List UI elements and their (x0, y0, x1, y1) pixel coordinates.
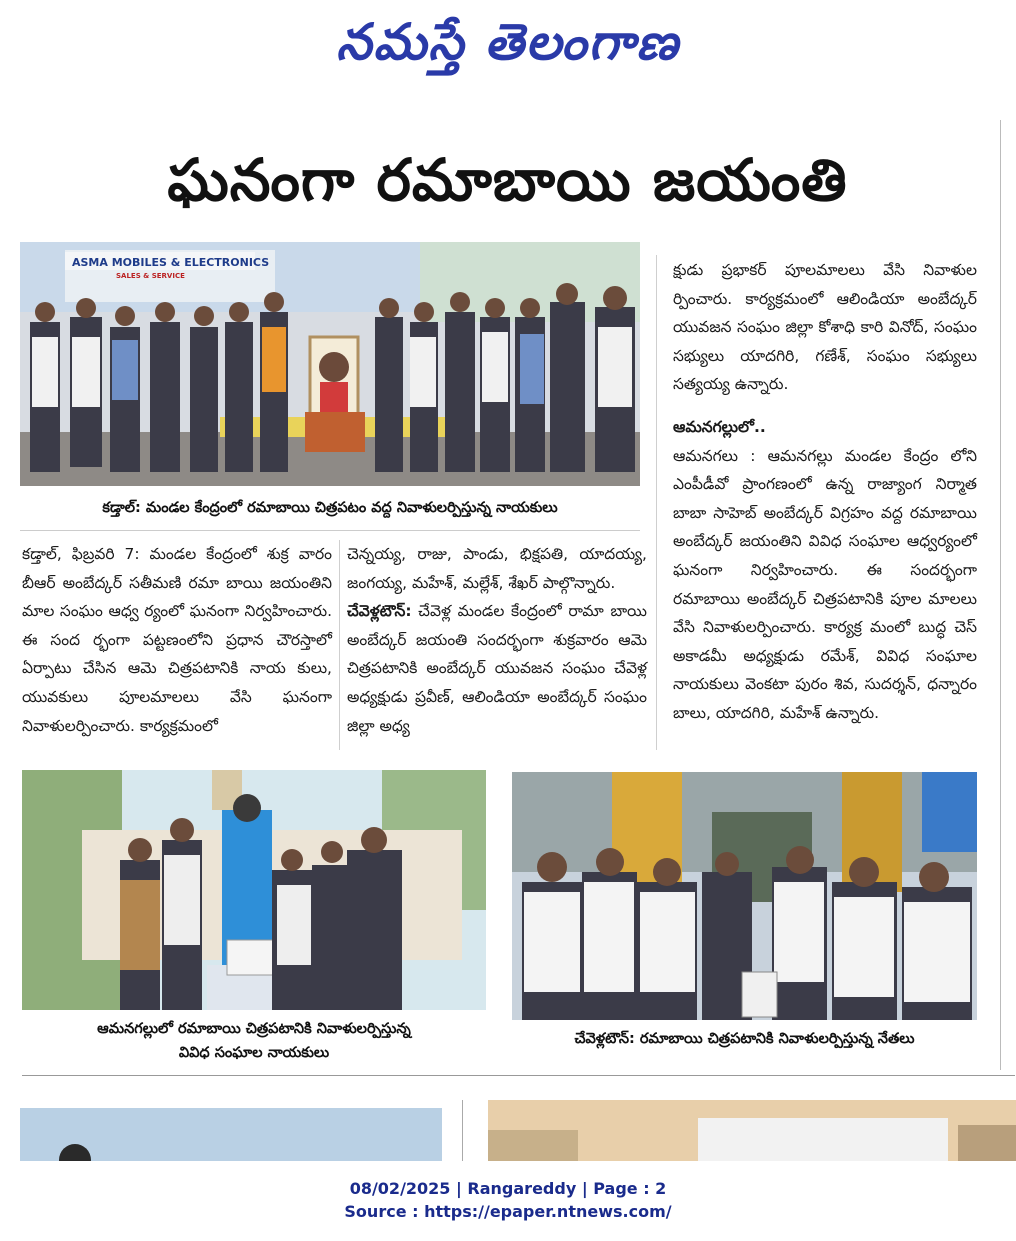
top-photo-caption: కడ్తాల్: మండల కేంద్రంలో రమాబాయి చిత్రపటం వద్ద నివాళులర్పిస్తున్న నాయకులు (102, 500, 558, 516)
bottom-left-photo (22, 770, 486, 1010)
bottom-left-caption-line-1: ఆమనగల్లులో రమాబాయి చిత్రపటానికి నివాళులర్పిస్తున్న (97, 1021, 411, 1037)
amanagallu-subheading: ఆమనగల్లులో.. (673, 417, 766, 436)
top-photo (20, 242, 640, 486)
next-article-photo-left (20, 1108, 442, 1161)
column-3-paragraph-1: క్షుడు ప్రభాకర్ పూలమాలలు వేసి నివాళుల ర్పించారు. కార్యక్రమంలో ఆలిండియా అంబేద్కర్ యువజన సంఘం జిల్లా కోశాధి కారి వినోద్, సంఘం సభ్యులు యాదగిరి, గణేశ్, సంఘం సభ్యులు సత్యయ్య ఉన్నారు. (673, 261, 977, 394)
shop-sign-text: ASMA MOBILES & ELECTRONICS (72, 256, 270, 269)
newspaper-masthead (0, 8, 1016, 76)
column-3-paragraph-2: ఆమనగలు : ఆమనగల్లు మండల కేంద్రం లోని ఎంపీడీవో ప్రాంగణంలో ఉన్న రాజ్యాంగ నిర్మాత బాబా సాహెబ్ అంబేద్కర్ విగ్రహం వద్ద రమాబాయి అంబేద్కర్ జయంతిని వివిధ సంఘాల ఆధ్వర్యంలో ఘనంగా నిర్వహించారు. ఈ సందర్భంగా రమాబాయి అంబేద్కర్ చిత్రపటానికి పూల మాలలు వేసి నివాళులర్పించారు. కార్యక్ర మంలో బుద్ధ చెస్ అకాడమీ అధ్యక్షుడు రమేశ్, వివిధ సంఘాల నాయకులు వెంకటా పురం శివ, సుదర్శన్, ధన్నారం బాలు, యాదగిరి, మహేశ్ ఉన్నారు. (673, 446, 977, 722)
chevella-dateline: చేవెళ్లటౌన్: (347, 602, 412, 621)
column-divider-1 (339, 540, 340, 750)
page-footer (0, 1177, 1016, 1223)
bottom-right-caption: చేవెళ్లటౌన్: రమాబాయి చిత్రపటానికి నివాళులర్పిస్తున్న నేతలు (574, 1031, 915, 1047)
section-rule (22, 1075, 1015, 1076)
next-article-photo-right (488, 1100, 1016, 1161)
column-2-paragraph-1: చెన్నయ్య, రాజు, పాండు, భిక్షపతి, యాదయ్య, జంగయ్య, మహేశ్, మల్లేశ్, శేఖర్ పాల్గొన్నారు. (347, 545, 647, 592)
article-column-1 (22, 540, 332, 740)
article-column-2 (347, 540, 647, 740)
bottom-right-photo (512, 772, 977, 1020)
article-column-3 (673, 256, 977, 728)
footer-source: Source : https://epaper.ntnews.com/ (344, 1202, 672, 1221)
shop-sign-subtext: SALES & SERVICE (116, 272, 185, 280)
masthead-title: నమస్తే తెలంగాణ (336, 12, 680, 71)
next-article-divider (462, 1100, 463, 1161)
bottom-left-caption-line-2: వివిధ సంఘాల నాయకులు (178, 1045, 330, 1061)
column-2-paragraph-2: చేవెళ్ల మండల కేంద్రంలో రామా బాయి అంబేద్కర్ జయంతి సందర్భంగా శుక్రవారం ఆమె చిత్రపటానికి అంబేద్కర్ యువజన సంఘం చేవెళ్ల అధ్యక్షుడు ప్రవీణ్, ఆలిండియా అంబేద్కర్ సంఘం జిల్లా అధ్య (347, 602, 647, 735)
footer-edition-info: 08/02/2025 | Rangareddy | Page : 2 (349, 1179, 667, 1198)
right-column-rule (1000, 120, 1001, 1070)
caption-rule (20, 530, 640, 531)
article-headline: ఘనంగా రమాబాయి జయంతి (167, 146, 848, 214)
column-1-text: కడ్తాల్, ఫిబ్రవరి 7: మండల కేంద్రంలో శుక్ర వారం బీఆర్ అంబేద్కర్ సతీమణి రమా బాయి జయంతిని మాల సంఘం ఆధ్వ ర్యంలో ఘనంగా నిర్వహించారు. ఈ సంద ర్భంగా పట్టణంలోని ప్రధాన చౌరస్తాలో ఏర్పాటు చేసిన ఆమె చిత్రపటానికి నాయ కులు, యువకులు పూలమాలలు వేసి ఘనంగా నివాళులర్పించారు. కార్యక్రమంలో (22, 545, 332, 735)
bottom-left-caption (22, 1017, 486, 1065)
column-divider-2 (656, 255, 657, 750)
